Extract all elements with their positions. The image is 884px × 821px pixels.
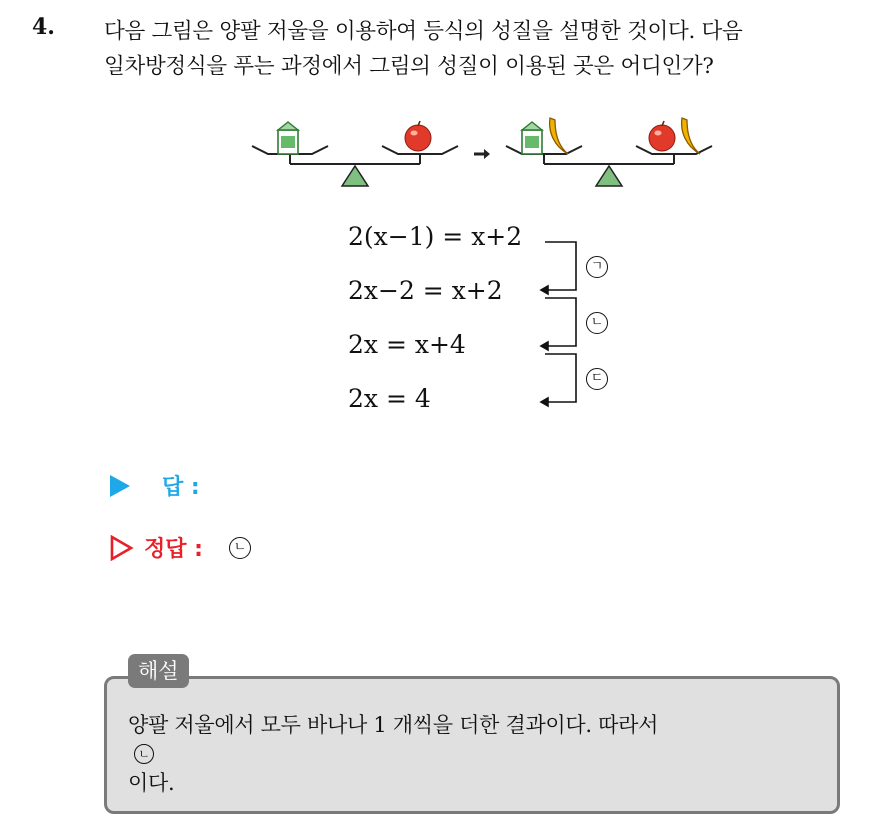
correct-answer-value: ㄴ	[229, 537, 251, 559]
equation-2: 2x−2 = x+2	[348, 276, 503, 305]
explanation-line-1-text: 양팔 저울에서 모두 바나나 1 개씩을 더한 결과이다. 따라서	[128, 713, 659, 737]
step-bracket-1	[541, 242, 576, 294]
explanation-tag: 해설	[128, 654, 189, 688]
step-label-3: ㄷ	[586, 368, 608, 390]
explanation-text	[128, 706, 828, 802]
step-bracket-2	[541, 298, 576, 350]
equation-3: 2x = x+4	[348, 330, 466, 359]
explanation-circle-label: ㄴ	[134, 744, 154, 764]
question-number: 4.	[32, 14, 55, 40]
play-outline-icon	[110, 535, 134, 561]
step-label-2: ㄴ	[586, 312, 608, 334]
equation-1: 2(x−1) = x+2	[348, 222, 523, 251]
question-line-2: 일차방정식을 푸는 과정에서 그림의 성질이 이용된 곳은 어디인가?	[104, 54, 714, 79]
question-line-1: 다음 그림은 양팔 저울을 이용하여 등식의 성질을 설명한 것이다. 다음	[104, 19, 743, 44]
explanation-line-2: 이다.	[128, 771, 175, 795]
equation-4: 2x = 4	[348, 384, 431, 413]
correct-answer-row	[110, 532, 251, 563]
step-bracket-3	[541, 354, 576, 406]
answer-row	[110, 470, 200, 501]
step-label-1: ㄱ	[586, 256, 608, 278]
answer-label: 답 :	[162, 475, 200, 500]
correct-answer-label: 정답 :	[144, 537, 203, 562]
play-icon	[110, 475, 130, 497]
explanation-line-1	[128, 706, 828, 764]
